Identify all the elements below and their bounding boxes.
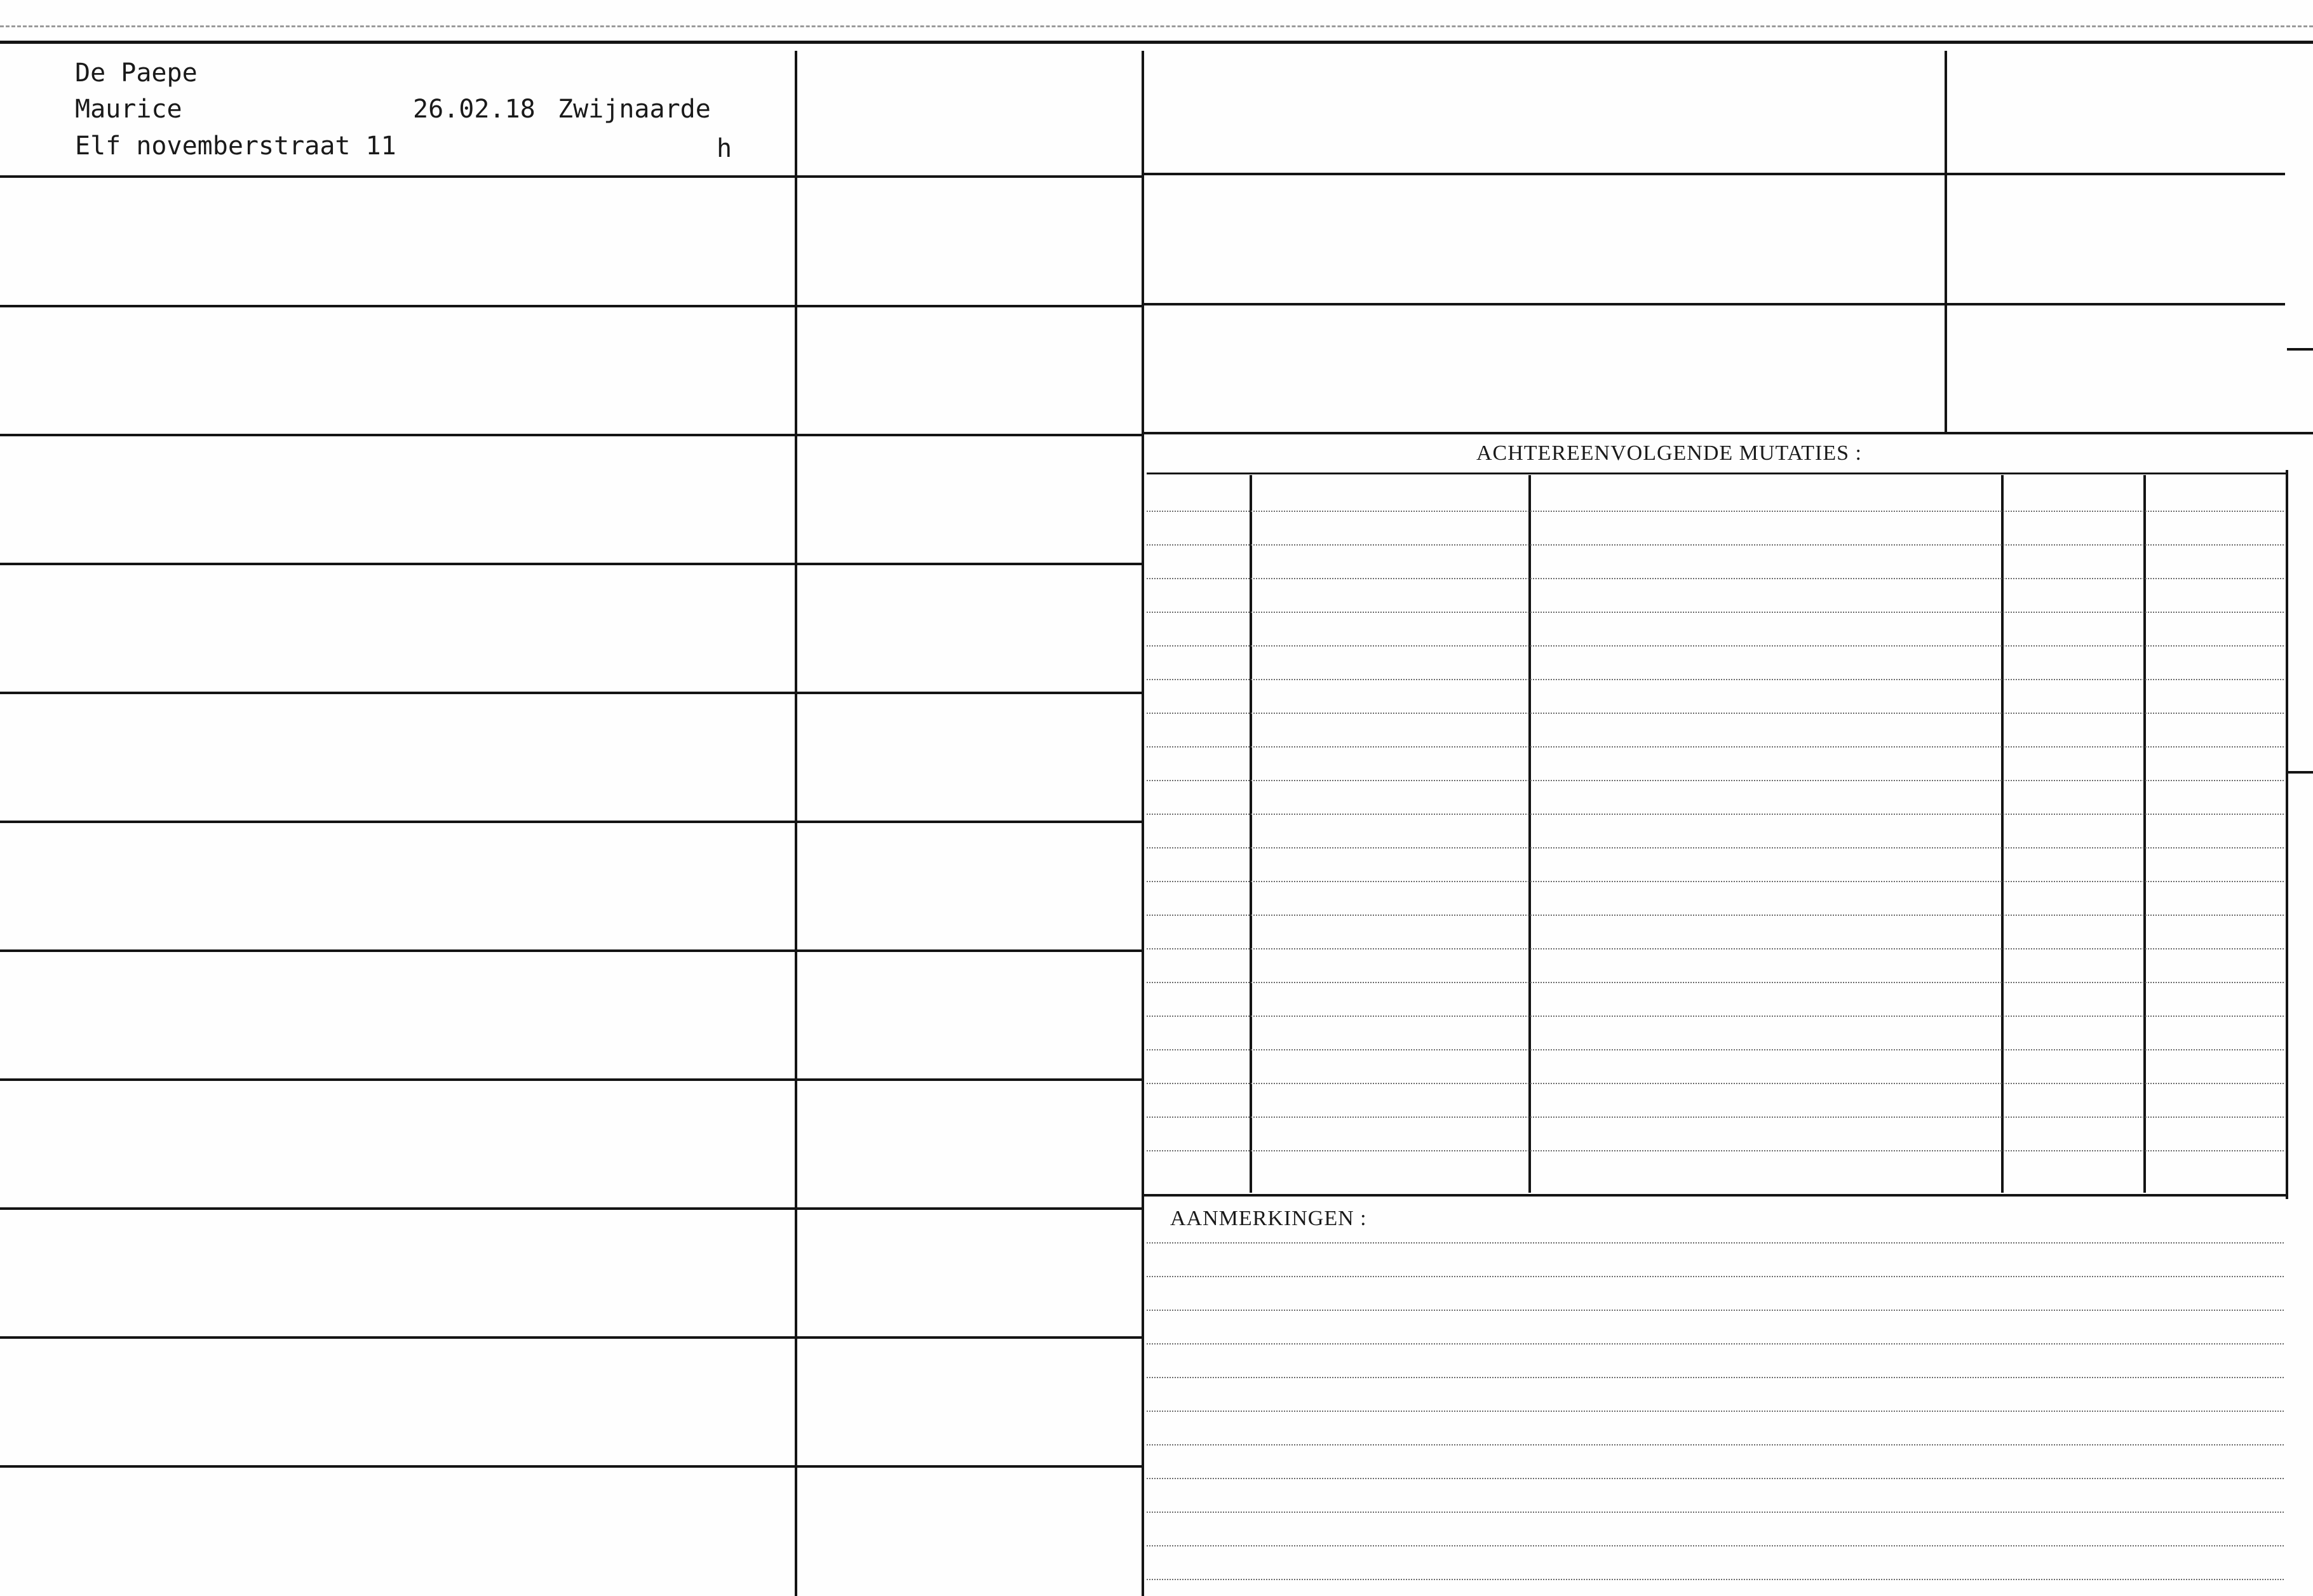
left-row-separator [0,1336,1142,1339]
mutations-heading: ACHTEREENVOLGENDE MUTATIES : [1476,441,1862,465]
left-row-separator [0,1078,1142,1081]
left-row-separator [0,692,1142,694]
remarks-heading: AANMERKINGEN : [1170,1207,1367,1230]
surname: De Paepe [75,58,198,88]
left-row-separator [0,434,1142,436]
margin-tick [2287,348,2313,351]
remark-row-line [1147,1579,2284,1580]
remark-row-line [1147,1377,2284,1378]
left-column-divider [795,51,797,1596]
middle-column-divider [1142,51,1144,1596]
birth-place: Zwijnaarde [558,95,711,124]
margin-tick [2287,771,2313,774]
remark-row-line [1147,1512,2284,1513]
remark-row-line [1147,1444,2284,1445]
left-row-separator [0,175,1142,178]
remark-row-line [1147,1242,2284,1244]
remark-row-line [1147,1478,2284,1479]
left-row-separator [0,305,1142,307]
remark-row-line [1147,1411,2284,1412]
left-row-separator [0,949,1142,952]
left-row-separator [0,821,1142,823]
left-row-separator [0,1207,1142,1210]
remark-row-line [1147,1343,2284,1345]
birth-date: 26.02.18 [413,95,536,124]
first-name: Maurice [75,95,182,124]
remark-row-line [1147,1545,2284,1546]
remark-row-line [1147,1276,2284,1277]
left-row-separator [0,563,1142,565]
left-row-separator [0,1465,1142,1468]
sex: h [717,134,732,163]
remarks-lines [1147,0,2287,1596]
address: Elf novemberstraat 11 [75,131,396,161]
remark-row-line [1147,1310,2284,1311]
